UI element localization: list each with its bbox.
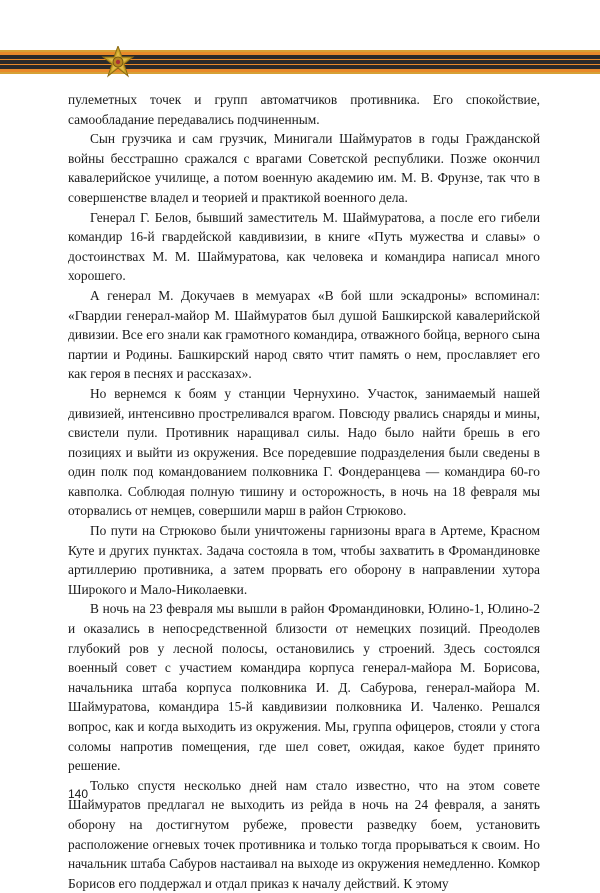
paragraph: Но вернемся к боям у станции Чернухино. Участок, занимаемый нашей дивизией, интенсивно простреливался врагом. Повсюду рвались снаряды и мины, свистели пули. Противник наращивал силы. Надо было найти брешь в его позициях и выйти из окружения. Все поредевшие подразделения были сведены в один полк под командованием полковника Г. Фондеранцева — командира 60-го кавполка. Соблюдая полную тишину и осторожность, в ночь на 18 февраля мы оторвались от немцев, совершили марш в район Стрюково.	[68, 385, 540, 519]
paragraph: Генерал Г. Белов, бывший заместитель М. Шаймуратова, а после его гибели командир 16-й гвардейской кавдивизии, в книге «Путь мужества и славы» о достоинствах М. М. Шаймуратова, как человека и командира написал много хорошего.	[68, 209, 540, 284]
paragraph: А генерал М. Докучаев в мемуарах «В бой шли эскадроны» вспоминал: «Гвардии генерал-майор М. Шаймуратов был душой Башкирской кавалерийской дивизии. Все его знали как грамотного командира, отважного бойца, верного сына партии и Родины. Башкирский народ свято чтит память о нем, прославляет его как героя в песнях и рассказах».	[68, 287, 540, 382]
ribbon-black-stripe-3	[0, 65, 600, 69]
ribbon-black-stripe-2	[0, 60, 600, 64]
st-george-ribbon-header	[0, 46, 600, 78]
paragraph: В ночь на 23 февраля мы вышли в район Фромандиновки, Юлино-1, Юлино-2 и оказались в непосредственной близости от немецких позиций. Преодолев глубокий ров у лесной полосы, остановились у строений. Здесь состоялся военный совет с участием командира корпуса генерал-майора М. Борисова, начальника штаба корпуса полковника И. Д. Сабурова, генерал-майора М. Шаймуратова, командира 15-й кавдивизии полковника И. Чаленко. Решался вопрос, как и когда выходить из окружения. Мы, группа офицеров, стояли у стога соломы напротив помещения, где шел совет, ожидая, какое будет принято решение.	[68, 601, 540, 774]
paragraph: По пути на Стрюково были уничтожены гарнизоны врага в Артеме, Красном Куте и других пунктах. Задача состояла в том, чтобы захватить в Фромандиновке артиллерию противника, а затем прорвать его оборону в направлении хутора Широкого и Мало-Николаевки.	[68, 523, 540, 597]
paragraph: Только спустя несколько дней нам стало известно, что на этом совете Шаймуратов предлагал не выходить из рейда в ночь на 24 февраля, а занять оборону на достигнутом рубеже, провести разведку боем, установить расположение огневых точек противника и только тогда прорываться к своим. Но начальник штаба Сабуров настаивал на выходе из окружения немедленно. Комкор Борисов его поддержал и отдал приказ к началу действий. К этому	[68, 777, 540, 891]
paragraph: пулеметных точек и групп автоматчиков противника. Его спокойствие, самообладание передавались подчиненным.	[68, 92, 540, 127]
page-body-text	[68, 90, 540, 893]
page-number: 140	[68, 787, 89, 801]
ribbon-black-stripe-1	[0, 55, 600, 59]
paragraph: Сын грузчика и сам грузчик, Минигали Шаймуратов в годы Гражданской войны бесстрашно сражался с врагами Советской республики. Позже окончил кавалерийское училище, а потом военную академию им. М. В. Фрунзе, так что в совершенстве владел и теорией и практикой военного дела.	[68, 131, 540, 205]
